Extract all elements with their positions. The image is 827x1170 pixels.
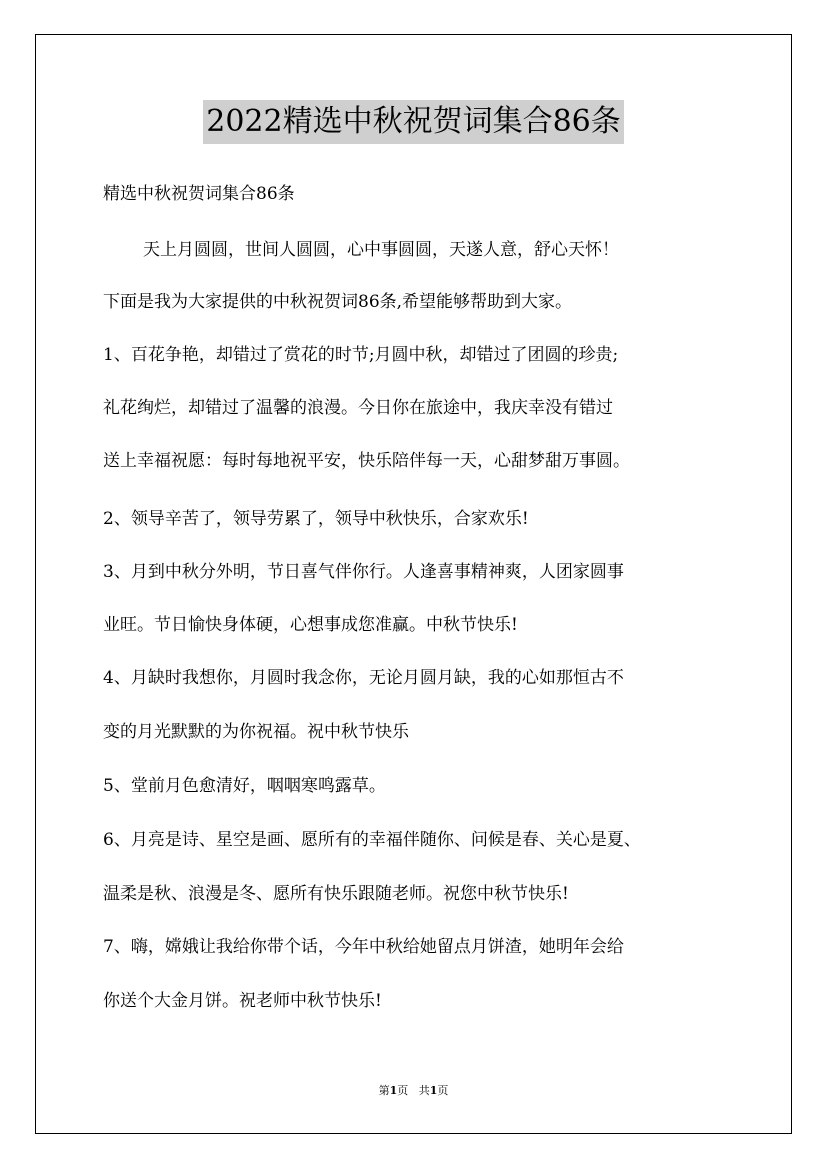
- page-footer: [0, 1083, 827, 1099]
- total-suffix: 页: [437, 1084, 449, 1097]
- body-line: 1、百花争艳，却错过了赏花的时节;月圆中秋，却错过了团圆的珍贵;: [103, 345, 619, 365]
- page-prefix: 第: [378, 1084, 390, 1097]
- total-prefix: 共: [418, 1084, 430, 1097]
- intro-line: 天上月圆圆，世间人圆圆，心中事圆圆，天遂人意，舒心天怀！: [143, 240, 619, 260]
- body-line: 3、月到中秋分外明，节日喜气伴你行。人逢喜事精神爽，人团家圆事: [103, 562, 624, 582]
- body-line: 业旺。节日愉快身体硬，心想事成您准赢。中秋节快乐!: [103, 615, 518, 635]
- body-line: 变的月光默默的为你祝福。祝中秋节快乐: [103, 722, 409, 742]
- body-line: 你送个大金月饼。祝老师中秋节快乐!: [103, 991, 382, 1011]
- title-container: [0, 100, 827, 144]
- document-title: 2022精选中秋祝贺词集合86条: [203, 100, 624, 144]
- body-line: 送上幸福祝愿：每时每地祝平安，快乐陪伴每一天，心甜梦甜万事圆。: [103, 451, 630, 471]
- total-number: 1: [429, 1084, 438, 1097]
- body-line: 4、月缺时我想你，月圆时我念你，无论月圆月缺，我的心如那恒古不: [103, 668, 624, 688]
- body-line: 5、堂前月色愈清好，咽咽寒鸣露草。: [103, 776, 386, 796]
- body-line: 7、嗨，嫦娥让我给你带个话，今年中秋给她留点月饼渣，她明年会给: [103, 937, 624, 957]
- page-number: 1: [389, 1084, 398, 1097]
- body-line: 6、月亮是诗、星空是画、愿所有的幸福伴随你、问候是春、关心是夏、: [103, 830, 641, 850]
- body-line: 礼花绚烂，却错过了温馨的浪漫。今日你在旅途中，我庆幸没有错过: [103, 398, 613, 418]
- body-line: 温柔是秋、浪漫是冬、愿所有快乐跟随老师。祝您中秋节快乐!: [103, 884, 569, 904]
- body-line: 下面是我为大家提供的中秋祝贺词86条,希望能够帮助到大家。: [103, 292, 573, 312]
- page-suffix: 页: [397, 1084, 409, 1097]
- subtitle-line: 精选中秋祝贺词集合86条: [103, 184, 295, 204]
- body-line: 2、领导辛苦了，领导劳累了，领导中秋快乐，合家欢乐!: [103, 509, 529, 529]
